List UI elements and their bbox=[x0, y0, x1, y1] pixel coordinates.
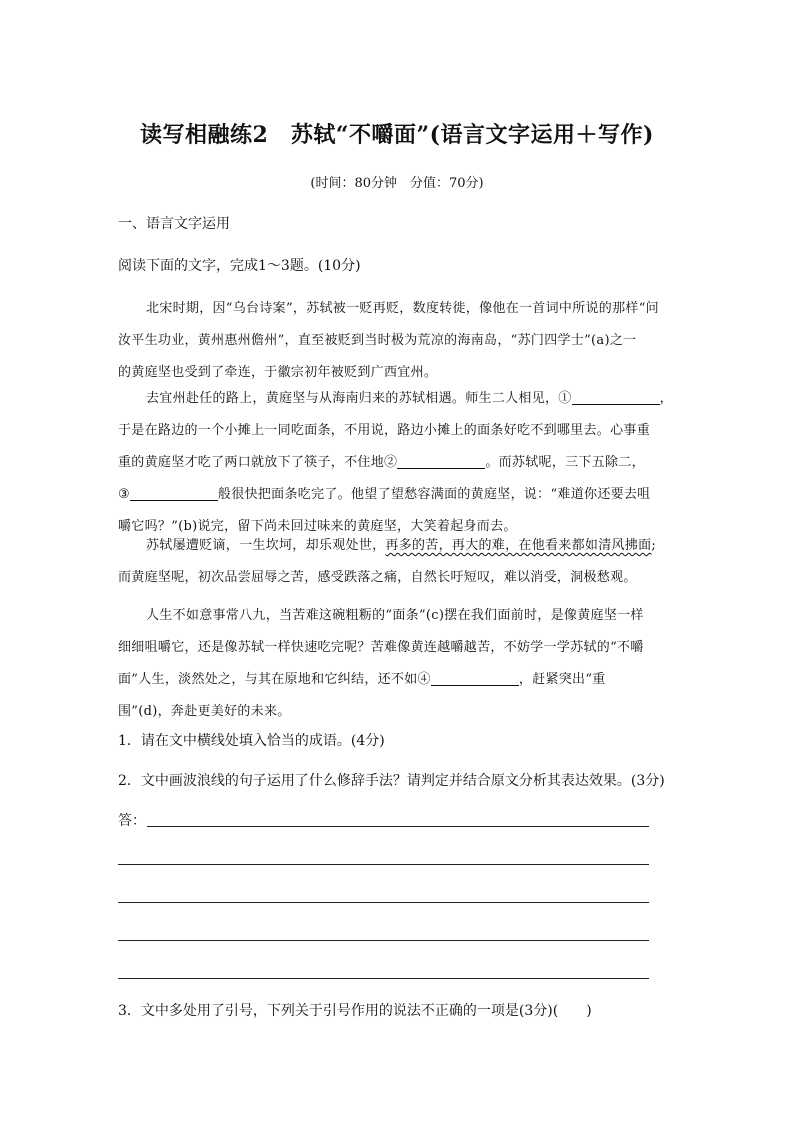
passage-line: 人生不如意事常八九，当苦难这碗粗粝的“面条”(c)摆在我们面前时，是像黄庭坚一样 bbox=[146, 608, 644, 623]
reading-instruction: 阅读下面的文字，完成1～3题。(10分) bbox=[118, 258, 361, 274]
passage-paragraph-4 bbox=[118, 600, 676, 728]
passage-paragraph-1 bbox=[118, 293, 676, 389]
passage-line: 于是在路边的一个小摊上一同吃面条，不用说，路边小摊上的面条好吃不到哪里去。心事重 bbox=[118, 423, 651, 438]
fill-blank-1[interactable] bbox=[572, 388, 660, 405]
passage-line: 的黄庭坚也受到了牵连，于徽宗初年被贬到广西宜州。 bbox=[118, 365, 438, 380]
answer-line[interactable] bbox=[118, 940, 649, 941]
passage-text: ，赶紧突出“重 bbox=[518, 672, 606, 687]
passage-line: 汝平生功业，黄州惠州儋州”，直至被贬到当时极为荒凉的海南岛，“苏门四学士”(a)之一 bbox=[118, 333, 637, 348]
passage-line: 而黄庭坚呢，初次品尝屈辱之苦，感受跌落之痛，自然长吁短叹，难以消受，洞极愁观。 bbox=[118, 570, 637, 585]
answer-line[interactable] bbox=[118, 864, 649, 865]
answer-line[interactable] bbox=[147, 826, 649, 827]
passage-text: ; bbox=[651, 538, 657, 553]
fill-blank-4[interactable] bbox=[431, 669, 519, 686]
answer-label: 答： bbox=[118, 813, 146, 829]
passage-text: 面”人生，淡然处之，与其在原地和它纠结，还不如④ bbox=[118, 672, 431, 687]
fill-blank-3[interactable] bbox=[130, 484, 218, 501]
passage-paragraph-2 bbox=[118, 383, 676, 543]
section-heading: 一、语言文字运用 bbox=[118, 216, 230, 232]
passage-text: ③ bbox=[118, 487, 130, 502]
answer-line[interactable] bbox=[118, 978, 649, 979]
passage-paragraph-3 bbox=[118, 530, 676, 594]
answer-line[interactable] bbox=[118, 902, 649, 903]
question-3: 3．文中多处用了引号，下列关于引号作用的说法不正确的一项是(3分)( ) bbox=[118, 1003, 592, 1019]
page-title: 读写相融练2 苏轼“不嚼面”(语言文字运用＋写作) bbox=[140, 122, 654, 148]
fill-blank-2[interactable] bbox=[397, 452, 485, 469]
passage-line: 嚼它吗？”(b)说完，留下尚未回过味来的黄庭坚，大笑着起身而去。 bbox=[118, 519, 517, 534]
passage-text: 重的黄庭坚才吃了两口就放下了筷子，不住地② bbox=[118, 455, 398, 470]
question-2: 2．文中画波浪线的句子运用了什么修辞手法？请判定并结合原文分析其表达效果。(3分) bbox=[118, 773, 665, 789]
passage-line: 围”(d)，奔赴更美好的未来。 bbox=[118, 704, 291, 719]
passage-text: 般很快把面条吃完了。他望了望愁容满面的黄庭坚，说：“难道你还要去咀 bbox=[217, 487, 651, 502]
passage-line: 细细咀嚼它，还是像苏轼一样快速吃完呢？苦难像黄连越嚼越苦，不妨学一学苏轼的“不嚼 bbox=[118, 640, 644, 655]
passage-text: 苏轼屡遭贬谪，一生坎坷，却乐观处世， bbox=[146, 538, 386, 553]
passage-text: 去宜州赴任的路上，黄庭坚与从海南归来的苏轼相遇。师生二人相见，① bbox=[146, 391, 572, 406]
time-score-info: (时间：80分钟 分值：70分) bbox=[310, 176, 484, 191]
passage-line: 北宋时期，因“乌台诗案”，苏轼被一贬再贬，数度转徙，像他在一首词中所说的那样“问 bbox=[146, 301, 659, 316]
passage-text: 。而苏轼呢，三下五除二， bbox=[485, 455, 645, 470]
passage-text: ， bbox=[659, 391, 673, 406]
question-1: 1．请在文中横线处填入恰当的成语。(4分) bbox=[118, 733, 385, 749]
wavy-underlined-sentence: 再多的苦，再大的难，在他看来都如清风拂面 bbox=[385, 538, 652, 553]
